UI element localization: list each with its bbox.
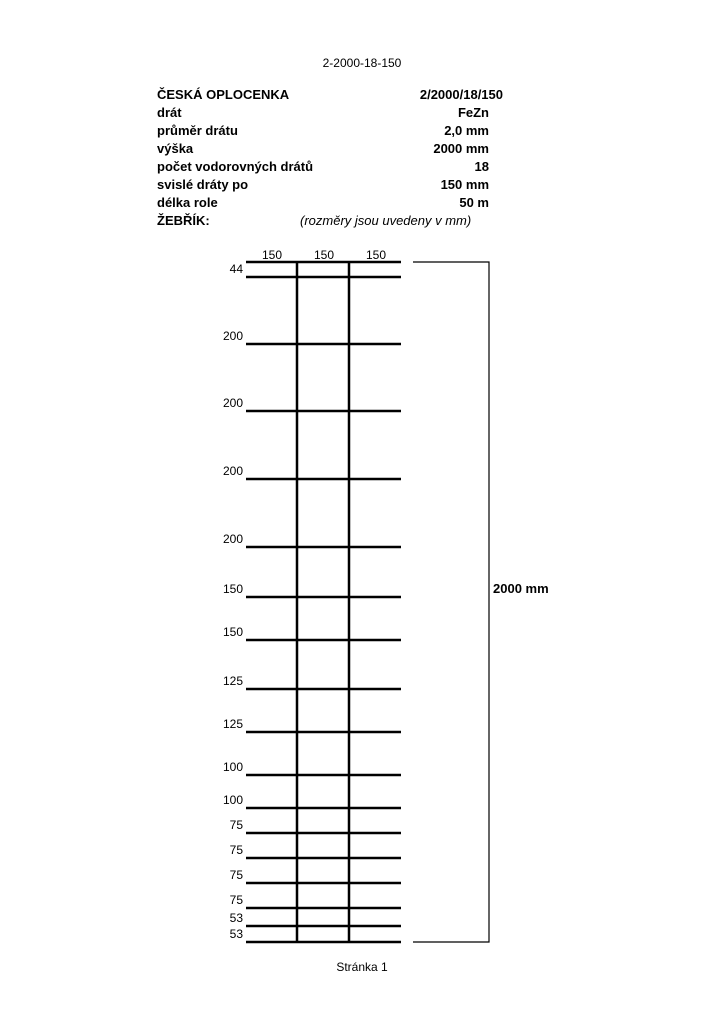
spec-label-roll-length: délka role bbox=[157, 195, 218, 210]
total-height-label: 2000 mm bbox=[493, 581, 549, 596]
height-bracket bbox=[413, 262, 489, 942]
spec-value-wire: FeZn bbox=[457, 105, 489, 120]
spec-label-wire: drát bbox=[157, 105, 182, 120]
spacing-label: 125 bbox=[222, 674, 243, 688]
column-width-label: 150 bbox=[313, 248, 335, 262]
spacing-label: 150 bbox=[222, 582, 243, 596]
spacing-label: 53 bbox=[229, 927, 243, 941]
spec-value-roll-length: 50 m bbox=[459, 195, 489, 210]
spacing-label: 53 bbox=[229, 911, 243, 925]
spec-title-value: 2/2000/18/150 bbox=[419, 87, 503, 102]
spacing-label: 200 bbox=[222, 329, 243, 343]
spacing-label: 75 bbox=[229, 843, 243, 857]
spacing-label: 200 bbox=[222, 464, 243, 478]
spec-label-ladder: ŽEBŘÍK: bbox=[157, 213, 210, 228]
spacing-label: 200 bbox=[222, 532, 243, 546]
spec-value-horizontal-count: 18 bbox=[474, 159, 489, 174]
spacing-label: 75 bbox=[229, 818, 243, 832]
spec-value-diameter: 2,0 mm bbox=[444, 123, 489, 138]
column-width-label: 150 bbox=[365, 248, 387, 262]
spacing-label: 44 bbox=[229, 262, 243, 276]
spacing-label: 75 bbox=[229, 893, 243, 907]
spec-ladder-note: (rozměry jsou uvedeny v mm) bbox=[300, 213, 472, 228]
spec-label-height: výška bbox=[157, 141, 194, 156]
column-width-label: 150 bbox=[261, 248, 283, 262]
page-header-code: 2-2000-18-150 bbox=[322, 56, 402, 70]
spacing-label: 75 bbox=[229, 868, 243, 882]
page-footer: Stránka 1 bbox=[336, 960, 388, 974]
spacing-label: 200 bbox=[222, 396, 243, 410]
spec-value-vertical-spacing: 150 mm bbox=[440, 177, 489, 192]
spec-label-diameter: průměr drátu bbox=[157, 123, 238, 138]
spec-value-height: 2000 mm bbox=[433, 141, 489, 156]
spec-title: ČESKÁ OPLOCENKA bbox=[157, 87, 290, 102]
spec-label-vertical-spacing: svislé dráty po bbox=[157, 177, 249, 192]
spacing-label: 125 bbox=[222, 717, 243, 731]
spacing-label: 100 bbox=[222, 793, 243, 807]
spacing-label: 150 bbox=[222, 625, 243, 639]
spacing-label: 100 bbox=[222, 760, 243, 774]
spec-label-horizontal-count: počet vodorovných drátů bbox=[157, 159, 314, 174]
